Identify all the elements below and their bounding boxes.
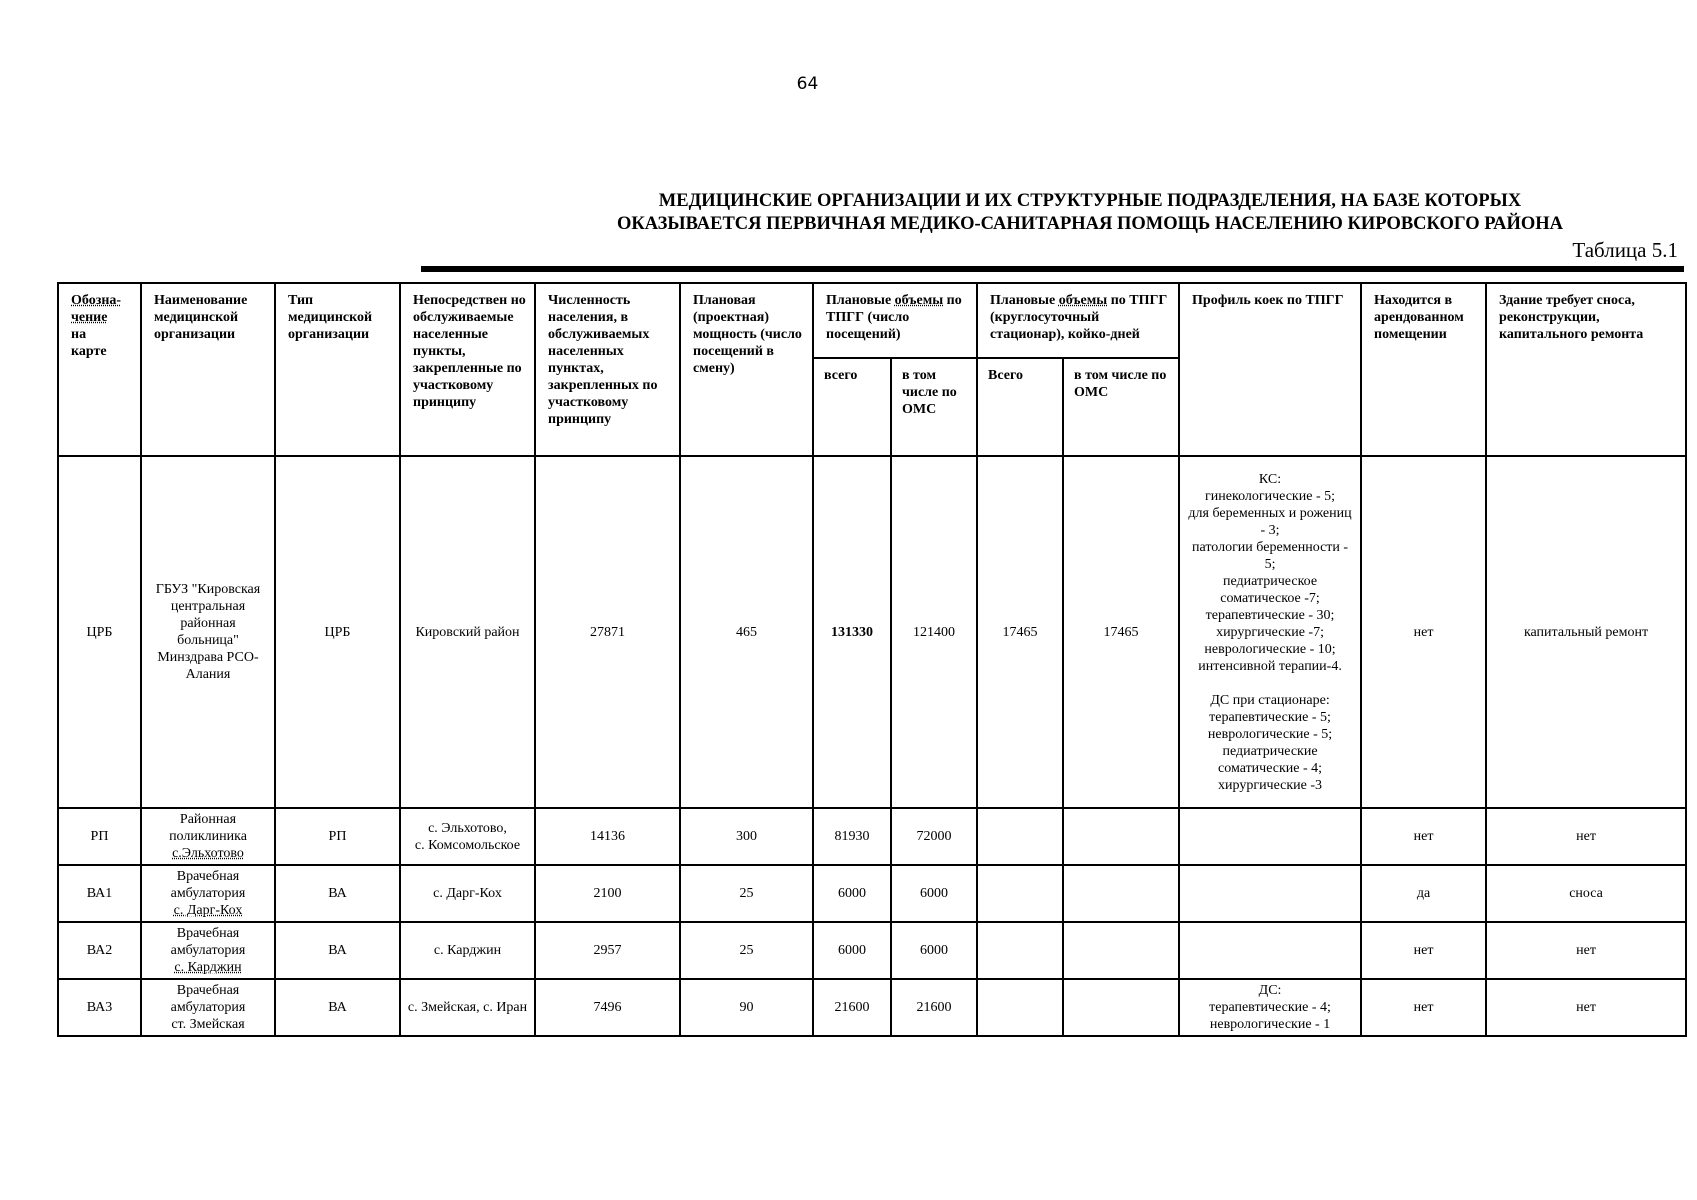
cell-amb-total: 131330	[813, 456, 891, 808]
table-row	[58, 922, 1686, 979]
cell-population: 14136	[535, 808, 680, 865]
cell-rented: нет	[1361, 456, 1486, 808]
cell-amb-total: 81930	[813, 808, 891, 865]
cell-capacity: 300	[680, 808, 813, 865]
cell-hosp-total: 17465	[977, 456, 1063, 808]
cell-population: 7496	[535, 979, 680, 1036]
header-designation-l1: Обозна-	[71, 293, 122, 308]
header-population: Численность населения, в обслуживаемых населенных пунктах, закрепленных по участковому принципу	[535, 283, 680, 456]
header-capacity: Плановая (проектная) мощность (число посещений в смену)	[680, 283, 813, 456]
table-row	[58, 456, 1686, 808]
cell-population: 2957	[535, 922, 680, 979]
document-title	[430, 190, 1697, 236]
table-header-row	[58, 283, 1686, 358]
cell-amb-oms: 72000	[891, 808, 977, 865]
cell-amb-oms: 21600	[891, 979, 977, 1036]
cell-amb-oms: 121400	[891, 456, 977, 808]
cell-rented: нет	[1361, 922, 1486, 979]
cell-type: РП	[275, 808, 400, 865]
cell-served: с. Эльхотово, с. Комсомольское	[400, 808, 535, 865]
header-type: Тип медицинской организации	[275, 283, 400, 456]
cell-amb-total: 21600	[813, 979, 891, 1036]
organizations-table	[57, 282, 1687, 1037]
header-profile: Профиль коек по ТПГГ	[1179, 283, 1361, 456]
cell-served: с. Карджин	[400, 922, 535, 979]
cell-code: ВА2	[58, 922, 141, 979]
cell-hosp-total	[977, 865, 1063, 922]
cell-served: с. Дарг-Кох	[400, 865, 535, 922]
cell-amb-total: 6000	[813, 922, 891, 979]
cell-type: ВА	[275, 922, 400, 979]
title-line-1: МЕДИЦИНСКИЕ ОРГАНИЗАЦИИ И ИХ СТРУКТУРНЫЕ ПОДРАЗДЕЛЕНИЯ, НА БАЗЕ КОТОРЫХ	[658, 191, 1522, 211]
cell-building: нет	[1486, 808, 1686, 865]
cell-amb-total: 6000	[813, 865, 891, 922]
header-rented: Находится в арендованном помещении	[1361, 283, 1486, 456]
cell-amb-oms: 6000	[891, 922, 977, 979]
table-row	[58, 979, 1686, 1036]
cell-served: с. Змейская, с. Иран	[400, 979, 535, 1036]
cell-hosp-total	[977, 922, 1063, 979]
table-row	[58, 865, 1686, 922]
cell-hosp-total	[977, 808, 1063, 865]
cell-hosp-oms: 17465	[1063, 456, 1179, 808]
cell-hosp-oms	[1063, 808, 1179, 865]
cell-code: ЦРБ	[58, 456, 141, 808]
cell-capacity: 25	[680, 865, 813, 922]
header-hosp-total: Всего	[977, 358, 1063, 456]
title-line-2: ОКАЗЫВАЕТСЯ ПЕРВИЧНАЯ МЕДИКО-САНИТАРНАЯ ПОМОЩЬ НАСЕЛЕНИЮ КИРОВСКОГО РАЙОНА	[616, 214, 1564, 234]
cell-building: капитальный ремонт	[1486, 456, 1686, 808]
header-hosp-oms: в том числе по ОМС	[1063, 358, 1179, 456]
cell-building: сноса	[1486, 865, 1686, 922]
cell-amb-oms: 6000	[891, 865, 977, 922]
header-designation-l4: карте	[71, 344, 107, 359]
cell-code: ВА1	[58, 865, 141, 922]
cell-code: РП	[58, 808, 141, 865]
cell-name: Врачебная амбулатория с. Дарг-Кох	[141, 865, 275, 922]
cell-rented: нет	[1361, 808, 1486, 865]
cell-type: ВА	[275, 865, 400, 922]
cell-capacity: 465	[680, 456, 813, 808]
cell-population: 2100	[535, 865, 680, 922]
cell-code: ВА3	[58, 979, 141, 1036]
header-name: Наименование медицинской организации	[141, 283, 275, 456]
cell-served: Кировский район	[400, 456, 535, 808]
cell-building: нет	[1486, 979, 1686, 1036]
page-number: 64	[796, 74, 819, 94]
cell-type: ВА	[275, 979, 400, 1036]
header-served: Непосредствен но обслуживаемые населенные пункты, закрепленные по участковому принципу	[400, 283, 535, 456]
cell-name: ГБУЗ "Кировская центральная районная больница" Минздрава РСО- Алания	[141, 456, 275, 808]
cell-hosp-total	[977, 979, 1063, 1036]
cell-hosp-oms	[1063, 865, 1179, 922]
cell-rented: нет	[1361, 979, 1486, 1036]
cell-profile: ДС: терапевтические - 4; неврологические - 1	[1179, 979, 1361, 1036]
cell-rented: да	[1361, 865, 1486, 922]
cell-building: нет	[1486, 922, 1686, 979]
cell-profile	[1179, 922, 1361, 979]
header-amb-oms: в том числе по ОМС	[891, 358, 977, 456]
header-hosp-volumes: Плановые объемы по ТПГГ (круглосуточный стационар), койко-дней	[977, 283, 1179, 358]
header-designation-l2: чение	[71, 310, 108, 325]
header-amb-volumes: Плановые объемы по ТПГГ (число посещений)	[813, 283, 977, 358]
cell-profile: КС: гинекологические - 5; для беременных и рожениц - 3; патологии беременности - 5; педиатрическое соматическое -7; терапевтические - 30; хирургические -7; неврологические - 10; интенсивной терапии-4. ДС при стационаре: терапевтические - 5; неврологические - 5; педиатрические соматические - 4; хирургические -3	[1179, 456, 1361, 808]
header-amb-total: всего	[813, 358, 891, 456]
header-building: Здание требует сноса, реконструкции, капитального ремонта	[1486, 283, 1686, 456]
header-designation	[58, 283, 141, 456]
table-row	[58, 808, 1686, 865]
cell-profile	[1179, 865, 1361, 922]
cell-name: Врачебная амбулатория ст. Змейская	[141, 979, 275, 1036]
cell-name: Врачебная амбулатория с. Карджин	[141, 922, 275, 979]
cell-capacity: 90	[680, 979, 813, 1036]
cell-name: Районная поликлиника с.Эльхотово	[141, 808, 275, 865]
cell-capacity: 25	[680, 922, 813, 979]
cell-type: ЦРБ	[275, 456, 400, 808]
cell-population: 27871	[535, 456, 680, 808]
cell-hosp-oms	[1063, 979, 1179, 1036]
header-designation-l3: на	[71, 327, 87, 342]
title-rule	[421, 266, 1684, 272]
table-number: Таблица 5.1	[1572, 238, 1678, 262]
cell-profile	[1179, 808, 1361, 865]
cell-hosp-oms	[1063, 922, 1179, 979]
